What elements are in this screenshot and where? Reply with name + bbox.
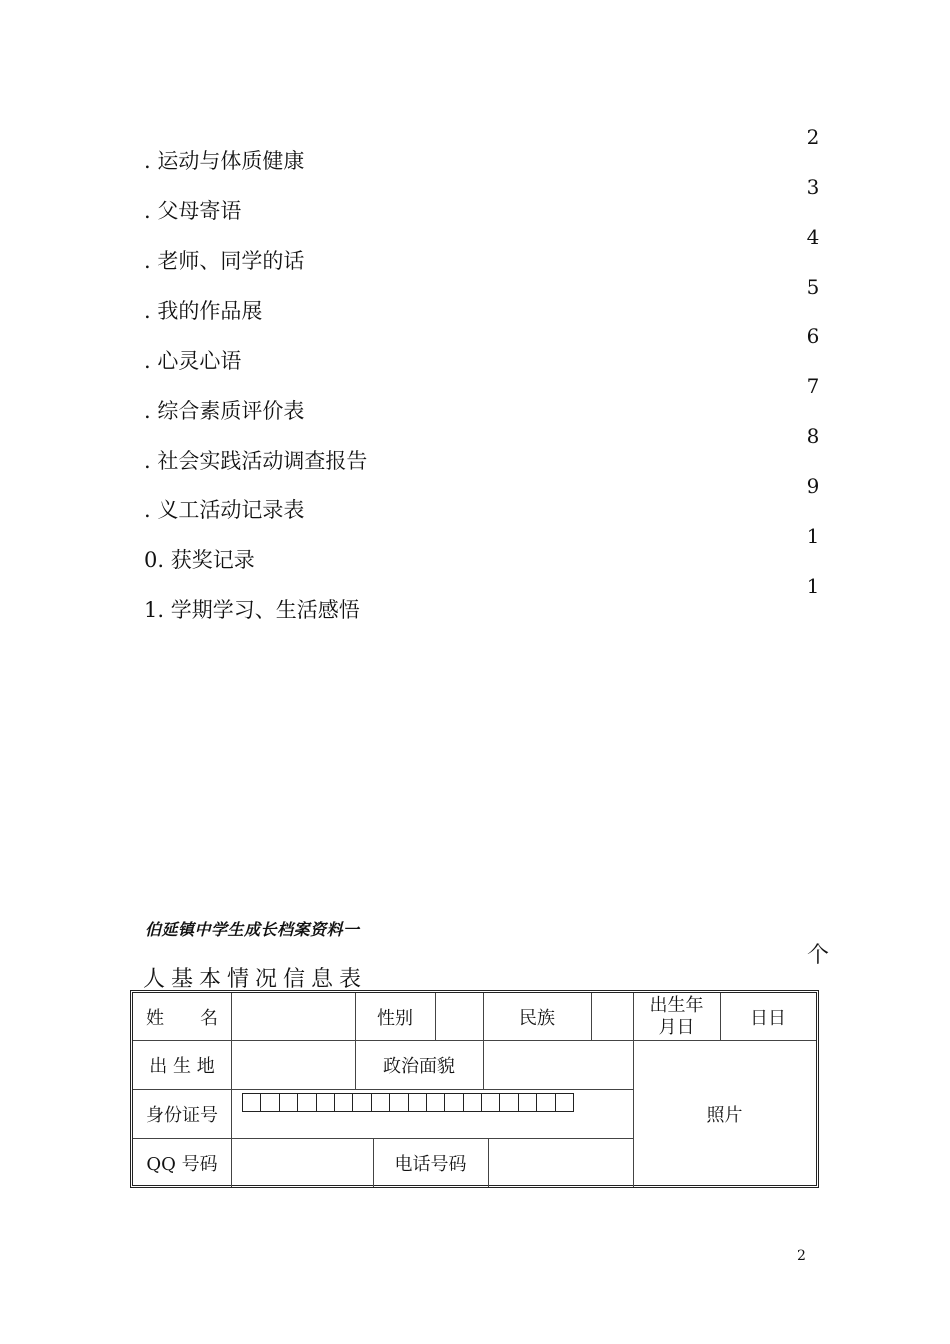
gender-field[interactable] — [435, 993, 483, 1040]
toc-page-number: 1 — [806, 574, 820, 598]
toc-page-number: 5 — [806, 275, 820, 299]
political-status-label: 政治面貌 — [383, 1055, 455, 1077]
political-status-field[interactable] — [483, 1040, 633, 1089]
toc-item-label: . 社会实践活动调查报告 — [144, 449, 368, 473]
toc-page-number: 3 — [806, 175, 820, 199]
qq-label: QQ 号码 — [146, 1153, 218, 1175]
gender-label: 性别 — [377, 1007, 413, 1029]
photo-placeholder: 照片 — [706, 1104, 743, 1126]
phone-label: 电话号码 — [394, 1153, 467, 1175]
toc-page-number: 8 — [806, 424, 820, 448]
birth-value[interactable]: 日日 — [750, 1007, 786, 1029]
personal-info-table — [130, 990, 819, 1188]
qq-field[interactable] — [231, 1138, 373, 1187]
id-number-boxes[interactable] — [243, 1093, 574, 1112]
toc-item-label: . 父母寄语 — [144, 199, 242, 223]
toc-page-number: 2 — [806, 125, 820, 149]
toc-item-label: 0. 获奖记录 — [144, 548, 255, 572]
id-number-label: 身份证号 — [146, 1104, 218, 1126]
ethnicity-field[interactable] — [591, 993, 633, 1040]
toc-item-label: . 心灵心语 — [144, 349, 242, 373]
phone-field[interactable] — [488, 1138, 633, 1187]
toc-item-label: . 义工活动记录表 — [144, 498, 305, 522]
toc-page-number: 9 — [806, 474, 820, 498]
name-label: 姓 名 — [146, 1007, 218, 1029]
name-field[interactable] — [231, 993, 355, 1040]
toc-page-number: 7 — [806, 374, 820, 398]
toc-item-label: . 综合素质评价表 — [144, 399, 305, 423]
birthplace-label: 出 生 地 — [149, 1055, 215, 1077]
toc-page-number: 4 — [806, 225, 820, 249]
toc-page-number: 1 — [806, 524, 820, 548]
toc-item-label: . 我的作品展 — [144, 299, 263, 323]
birthplace-field[interactable] — [231, 1040, 355, 1089]
page-number: 2 — [797, 1248, 806, 1264]
table-title: 人基本情况信息表 — [143, 967, 368, 992]
birth-label: 出生年月日 — [649, 994, 704, 1038]
ethnicity-label: 民族 — [519, 1007, 555, 1029]
toc-item-label: . 老师、同学的话 — [144, 249, 305, 273]
header-note: 伯延镇中学生成长档案资料一 — [145, 920, 360, 939]
table-title-tail: 个 — [807, 943, 830, 968]
toc-item-label: 1. 学期学习、生活感悟 — [144, 598, 360, 622]
toc-page-number: 6 — [806, 324, 820, 348]
toc-item-label: . 运动与体质健康 — [144, 149, 305, 173]
